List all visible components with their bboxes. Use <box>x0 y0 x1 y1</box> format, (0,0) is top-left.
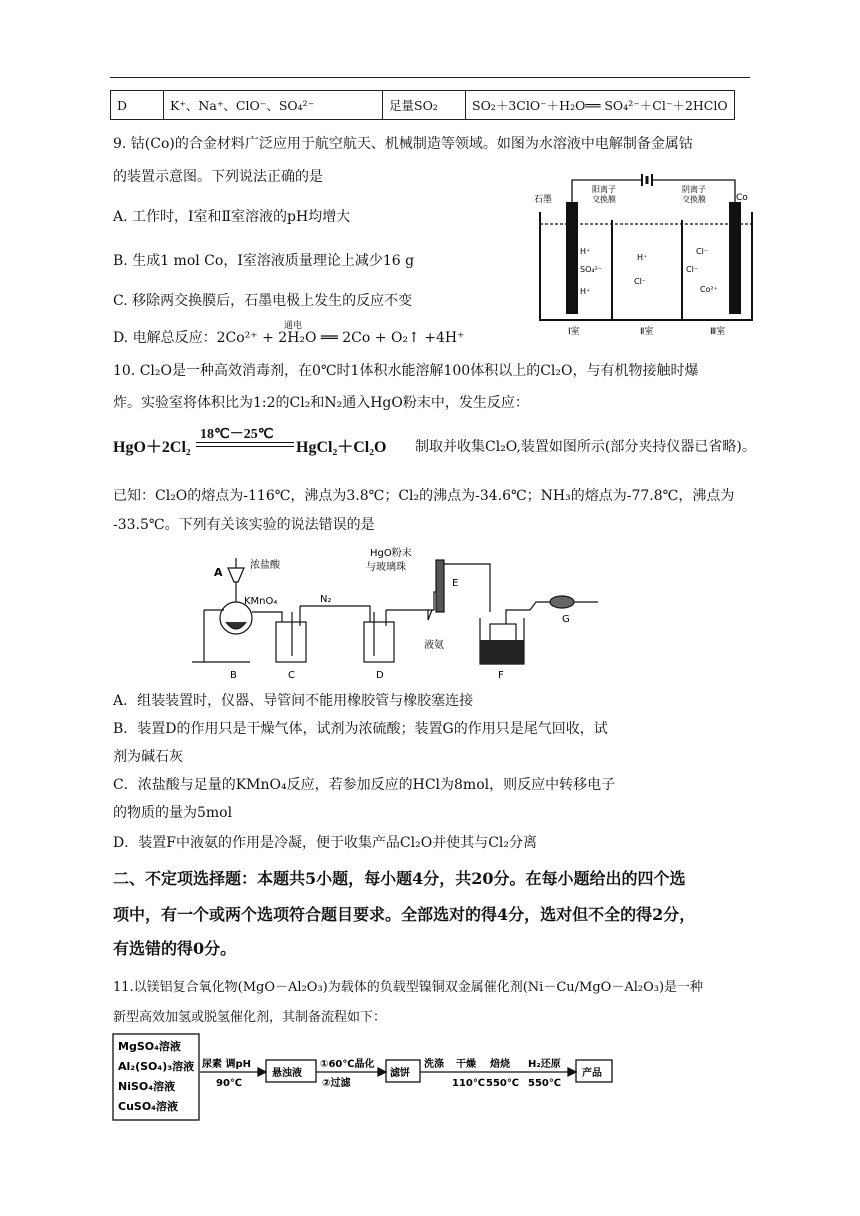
flow-step1-top: 尿素 调pH <box>202 1059 252 1070</box>
flow-step4-top: 干燥 <box>456 1059 476 1070</box>
q10-stem-1: 10. Cl₂O是一种高效消毒剂，在0℃时1体积水能溶解100体积以上的Cl₂O，与有机物接触时爆 <box>113 363 699 379</box>
flow-step5-top: 焙烧 <box>490 1059 510 1070</box>
q10-option-a: A．组装装置时，仪器、导管间不能用橡胶管与橡胶塞连接 <box>113 693 474 709</box>
q9-option-b: B. 生成1 mol Co，Ⅰ室溶液质量理论上减少16 g <box>113 253 415 269</box>
electrolysis-diagram <box>530 172 760 337</box>
room1-ion: H⁺ <box>580 247 591 256</box>
q10-option-d: D．装置F中液氨的作用是冷凝，便于收集产品Cl₂O并使其与Cl₂分离 <box>113 835 538 851</box>
anion-membrane-label-1: 阴离子 <box>682 185 706 194</box>
q9-option-d-condition: 通电 <box>284 321 303 331</box>
flow-step1-bottom: 90℃ <box>216 1078 243 1089</box>
q10-reaction-arrow-bottom <box>196 446 294 447</box>
q10-reaction-arrow-top <box>196 442 294 443</box>
graphite-label: 石墨 <box>534 195 553 205</box>
room1-ion: SO₄²⁻ <box>580 265 603 274</box>
room3-label: Ⅲ室 <box>710 327 726 337</box>
equation-cell: SO₂＋3ClO⁻＋H₂O══ SO₄²⁻＋Cl⁻＋2HClO <box>466 91 735 120</box>
q10-known-1: 已知：Cl₂O的熔点为-116℃，沸点为3.8℃；Cl₂的沸点为-34.6℃；NH₃的熔点为-77.8℃，沸点为 <box>113 488 735 504</box>
q10-option-b-2: 剂为碱石灰 <box>113 749 183 765</box>
anion-membrane-label-2: 交换膜 <box>682 195 706 204</box>
flow-step2-bottom: ②过滤 <box>322 1078 351 1089</box>
section2-line-1: 二、不定项选择题：本题共5小题，每小题4分，共20分。在每小题给出的四个选 <box>113 869 686 888</box>
q9-option-a: A. 工作时，Ⅰ室和Ⅱ室溶液的pH均增大 <box>113 209 351 225</box>
q10-reaction-condition: 18℃－25℃ <box>200 427 274 442</box>
label-c: C <box>288 670 295 681</box>
flow-step3: 洗涤 <box>424 1059 444 1070</box>
room1-ion: H⁺ <box>580 287 591 296</box>
q10-equation-left: HgO＋2Cl₂ <box>113 439 191 456</box>
label-conc-hcl: 浓盐酸 <box>250 560 280 571</box>
flow-reagent: MgSO₄溶液 <box>118 1040 181 1053</box>
q10-stem-2: 炸。实验室将体积比为1:2的Cl₂和N₂通入HgO粉末中，发生反应： <box>113 395 529 411</box>
q10-known-2: -33.5℃。下列有关该实验的说法错误的是 <box>113 517 375 533</box>
label-e: E <box>452 578 459 589</box>
flow-step4-bottom: 110℃ <box>452 1078 485 1089</box>
label-d: D <box>376 670 384 681</box>
label-f: F <box>498 670 504 681</box>
liquid-ammonia-bath <box>480 640 524 664</box>
apparatus-diagram <box>190 540 610 682</box>
option-letter: D <box>111 91 164 120</box>
table-row <box>111 91 735 120</box>
q9-option-c: C. 移除两交换膜后，石墨电极上发生的反应不变 <box>113 293 413 309</box>
room2-ion: H⁺ <box>637 253 648 262</box>
label-g: G <box>562 614 570 625</box>
reagent-cell: 足量SO₂ <box>383 91 466 120</box>
label-kmno4: KMnO₄ <box>244 596 278 607</box>
graphite-electrode <box>566 202 578 314</box>
q10-option-c-1: C．浓盐酸与足量的KMnO₄反应，若参加反应的HCl为8mol，则反应中转移电子 <box>113 777 616 793</box>
q10-equation-right: HgCl₂＋Cl₂O <box>296 439 387 456</box>
flow-step6-bottom: 550℃ <box>528 1078 561 1089</box>
label-n2: N₂ <box>320 594 332 605</box>
q9-stem-2: 的装置示意图。下列说法正确的是 <box>113 169 323 185</box>
q9-option-d: D. 电解总反应：2Co²⁺ + 2H₂O ══ 2Co + O₂↑ +4H⁺ <box>113 330 465 346</box>
q10-equation-tail: 制取并收集Cl₂O,装置如图所示(部分夹持仪器已省略)。 <box>415 439 756 455</box>
q10-option-b-1: B．装置D的作用只是干燥气体，试剂为浓硫酸；装置G的作用只是尾气回收，试 <box>113 721 608 737</box>
cation-membrane-label-1: 阳离子 <box>592 185 616 194</box>
top-rule <box>110 77 750 78</box>
room2-ion: Cl⁻ <box>634 277 647 286</box>
label-b: B <box>230 670 237 681</box>
preparation-flowchart <box>112 1032 622 1124</box>
label-hgo-2: 与玻璃珠 <box>366 562 406 573</box>
room2-label: Ⅱ室 <box>640 327 654 337</box>
ions-cell: K⁺、Na⁺、ClO⁻、SO₄²⁻ <box>164 91 383 120</box>
cation-membrane-label-2: 交换膜 <box>592 195 616 204</box>
room1-label: Ⅰ室 <box>568 327 580 337</box>
section2-line-3: 有选错的得0分。 <box>113 939 237 958</box>
label-liquid-ammonia: 液氨 <box>424 640 444 651</box>
option-table <box>110 90 735 120</box>
room3-ion: Cl⁻ <box>696 247 709 256</box>
cobalt-electrode <box>729 202 741 314</box>
flow-reagent: Al₂(SO₄)₃溶液 <box>118 1060 195 1073</box>
section2-line-2: 项中，有一个或两个选项符合题目要求。全部选对的得4分，选对但不全的得2分， <box>113 905 696 924</box>
flow-step2-top: ①60℃晶化 <box>320 1059 375 1070</box>
flow-box-filter-cake: 滤饼 <box>390 1068 410 1079</box>
cobalt-label: Co <box>736 193 748 203</box>
q10-option-c-2: 的物质的量为5mol <box>113 805 233 821</box>
label-hgo-1: HgO粉末 <box>370 548 412 559</box>
flow-box-product: 产品 <box>582 1068 602 1079</box>
q11-stem-1: 11.以镁铝复合氧化物(MgO－Al₂O₃)为载体的负载型镍铜双金属催化剂(Ni－Cu/MgO－Al₂O₃)是一种 <box>113 980 704 995</box>
flow-step5-bottom: 550℃ <box>486 1078 519 1089</box>
label-a: A <box>214 566 223 579</box>
q9-stem-1: 9. 钴(Co)的合金材料广泛应用于航空航天、机械制造等领域。如图为水溶液中电解制备金属钴 <box>113 136 693 152</box>
room3-ion: Co²⁺ <box>700 285 718 294</box>
q11-stem-2: 新型高效加氢或脱氢催化剂，其制备流程如下： <box>113 1010 387 1025</box>
flow-reagent: NiSO₄溶液 <box>118 1080 176 1093</box>
room3-ion: Cl⁻ <box>686 265 699 274</box>
flow-reagent: CuSO₄溶液 <box>118 1100 178 1113</box>
flow-step6-top: H₂还原 <box>528 1059 561 1070</box>
flow-box-suspension: 悬浊液 <box>272 1068 302 1079</box>
